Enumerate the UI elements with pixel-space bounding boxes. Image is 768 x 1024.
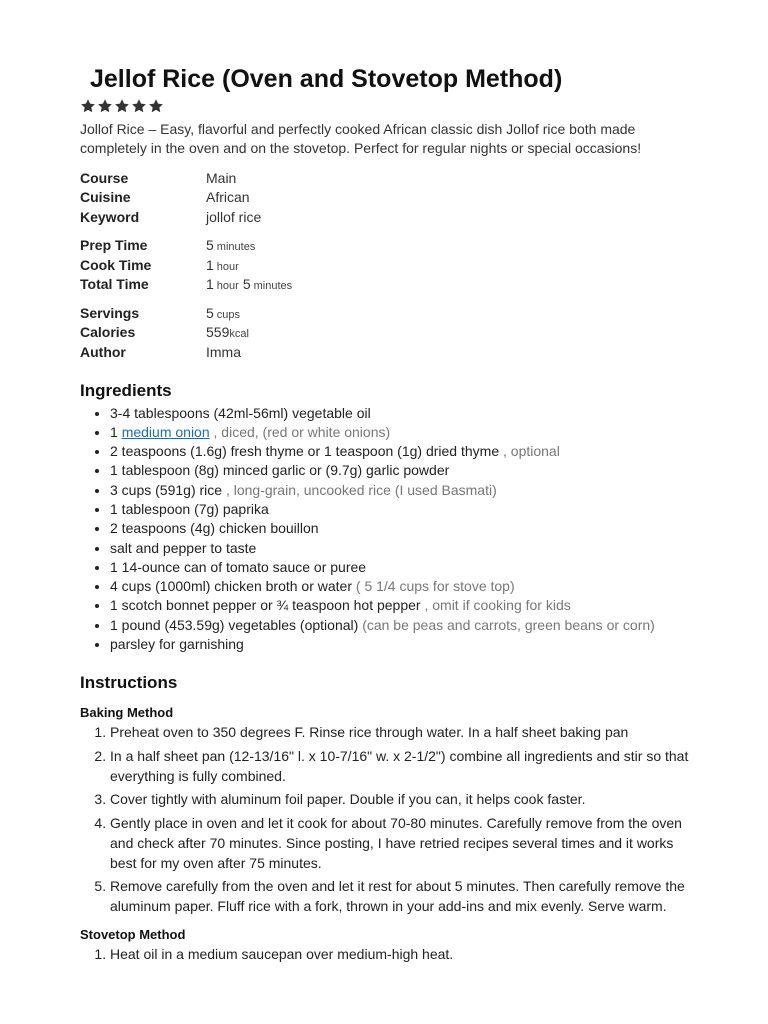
ingredient-note: (can be peas and carrots, green beans or corn) [362, 616, 655, 633]
ingredient-item [110, 539, 700, 558]
ingredient-text: 1 tablespoon (7g) paprika [110, 500, 269, 517]
meta-cuisine [80, 188, 700, 208]
ingredient-item [110, 461, 700, 480]
ingredient-item [110, 558, 700, 577]
recipe-card [80, 62, 700, 964]
instruction-step: 1. Heat oil in a medium saucepan over medium-high heat. [110, 944, 700, 964]
meta-label: Servings [80, 304, 140, 321]
ingredient-text: 3 cups (591g) rice [110, 481, 223, 498]
meta-label: Calories [80, 324, 136, 341]
ingredient-item [110, 481, 700, 500]
meta-label: Course [80, 169, 129, 186]
ingredient-item [110, 577, 700, 596]
meta-value: Main [206, 169, 237, 186]
ingredient-item [110, 442, 700, 461]
ingredient-item [110, 596, 700, 615]
cook-time-unit: hour [216, 260, 239, 273]
meta-label: Keyword [80, 208, 140, 225]
instructions-heading: Instructions [80, 673, 178, 693]
ingredient-link[interactable]: medium onion [121, 423, 210, 440]
ingredient-item [110, 500, 700, 519]
ingredient-item [110, 635, 700, 654]
meta-author [80, 342, 700, 362]
servings-number[interactable]: 5 [206, 304, 214, 321]
instruction-step: 3. Cover tightly with aluminum foil paper. Double if you can, it helps cook faster. [110, 789, 700, 809]
meta-servings [80, 303, 700, 323]
stovetop-method-heading: Stovetop Method [80, 927, 186, 943]
meta-prep-time [80, 236, 700, 256]
star-icon[interactable] [114, 98, 130, 114]
ingredient-text: 2 teaspoons (1.6g) fresh thyme or 1 teaspoon (1g) dried thyme [110, 443, 500, 460]
meta-label: Cuisine [80, 189, 131, 206]
ingredient-item [110, 616, 700, 635]
ingredient-text: 2 teaspoons (4g) chicken bouillon [110, 520, 319, 537]
ingredients-list [80, 404, 700, 655]
meta-value [206, 324, 249, 340]
ingredient-note: , omit if cooking for kids [424, 597, 571, 614]
meta-value[interactable] [206, 305, 240, 321]
total-time-hours-unit: hour [216, 280, 239, 293]
recipe-summary: Jollof Rice – Easy, flavorful and perfectly cooked African classic dish Jollof rice both made completely in the oven and on the stovetop. Perfect for regular nights or special occasions! [80, 121, 642, 156]
ingredient-item [110, 404, 700, 423]
ingredient-item [110, 423, 700, 442]
recipe-meta [80, 168, 700, 362]
ingredient-text: parsley for garnishing [110, 636, 244, 653]
cook-time-number: 1 [206, 256, 214, 273]
stovetop-steps-list [80, 944, 700, 964]
ingredient-text: 3-4 tablespoons (42ml-56ml) vegetable oil [110, 404, 371, 421]
ingredient-text: salt and pepper to taste [110, 539, 257, 556]
total-time-minutes: 5 [242, 276, 251, 293]
ingredient-text: 1 tablespoon (8g) minced garlic or (9.7g) garlic powder [110, 462, 450, 479]
calories-unit: kcal [229, 328, 249, 341]
ingredients-heading: Ingredients [80, 380, 172, 400]
ingredient-text: 1 [110, 423, 118, 440]
prep-time-number: 5 [206, 237, 214, 254]
instruction-step: 2. In a half sheet pan (12-13/16" l. x 10-7/16" w. x 2-1/2") combine all ingredients and stir so that everything is fully combined. [110, 746, 700, 786]
servings-unit: cups [216, 308, 241, 321]
meta-group-servings [80, 303, 700, 362]
meta-value: Imma [206, 343, 241, 360]
ingredient-text: 1 14-ounce can of tomato sauce or puree [110, 558, 367, 575]
rating-stars[interactable] [80, 98, 700, 116]
ingredient-note: , diced, (red or white onions) [213, 423, 391, 440]
ingredient-text: 1 pound (453.59g) vegetables (optional) [110, 616, 359, 633]
star-icon[interactable] [80, 98, 96, 114]
baking-steps-list [80, 722, 700, 916]
ingredient-text: 4 cups (1000ml) chicken broth or water [110, 578, 352, 595]
ingredient-note: , optional [503, 443, 560, 460]
meta-group-times [80, 236, 700, 295]
ingredient-item [110, 519, 700, 538]
instruction-step: 4. Gently place in oven and let it cook for about 70-80 minutes. Carefully remove from the oven and check after 70 minutes. Since posting, I have retried recipes several times and it works best for my oven after 75 minutes. [110, 813, 700, 873]
meta-label: Author [80, 343, 126, 360]
star-icon[interactable] [131, 98, 147, 114]
star-icon[interactable] [148, 98, 164, 114]
meta-value [206, 276, 292, 292]
meta-course [80, 168, 700, 188]
ingredient-text: 1 scotch bonnet pepper or ¾ teaspoon hot pepper [110, 597, 421, 614]
meta-value: African [206, 189, 250, 206]
total-time-hours: 1 [206, 276, 214, 293]
meta-value [206, 237, 255, 253]
calories-number: 559 [206, 324, 230, 341]
instruction-step: 5. Remove carefully from the oven and let it rest for about 5 minutes. Then carefully remove the aluminum paper. Fluff rice with a fork, thrown in your add-ins and mix evenly. Serve warm. [110, 876, 700, 916]
meta-cook-time [80, 255, 700, 275]
prep-time-unit: minutes [216, 241, 256, 254]
total-time-minutes-unit: minutes [253, 280, 293, 293]
meta-label: Prep Time [80, 237, 148, 254]
meta-label: Cook Time [80, 256, 152, 273]
ingredient-note: , long-grain, uncooked rice (I used Basmati) [225, 481, 497, 498]
baking-method-heading: Baking Method [80, 705, 174, 721]
meta-value: jollof rice [206, 208, 262, 225]
meta-value [206, 257, 239, 273]
meta-calories [80, 323, 700, 343]
instruction-step: 1. Preheat oven to 350 degrees F. Rinse rice through water. In a half sheet baking pan [110, 722, 700, 742]
meta-total-time [80, 275, 700, 295]
star-icon[interactable] [97, 98, 113, 114]
meta-label: Total Time [80, 276, 149, 293]
meta-group-classification [80, 168, 700, 227]
meta-keyword [80, 207, 700, 227]
ingredient-note: ( 5 1/4 cups for stove top) [355, 578, 515, 595]
recipe-title: Jellof Rice (Oven and Stovetop Method) [90, 65, 563, 93]
